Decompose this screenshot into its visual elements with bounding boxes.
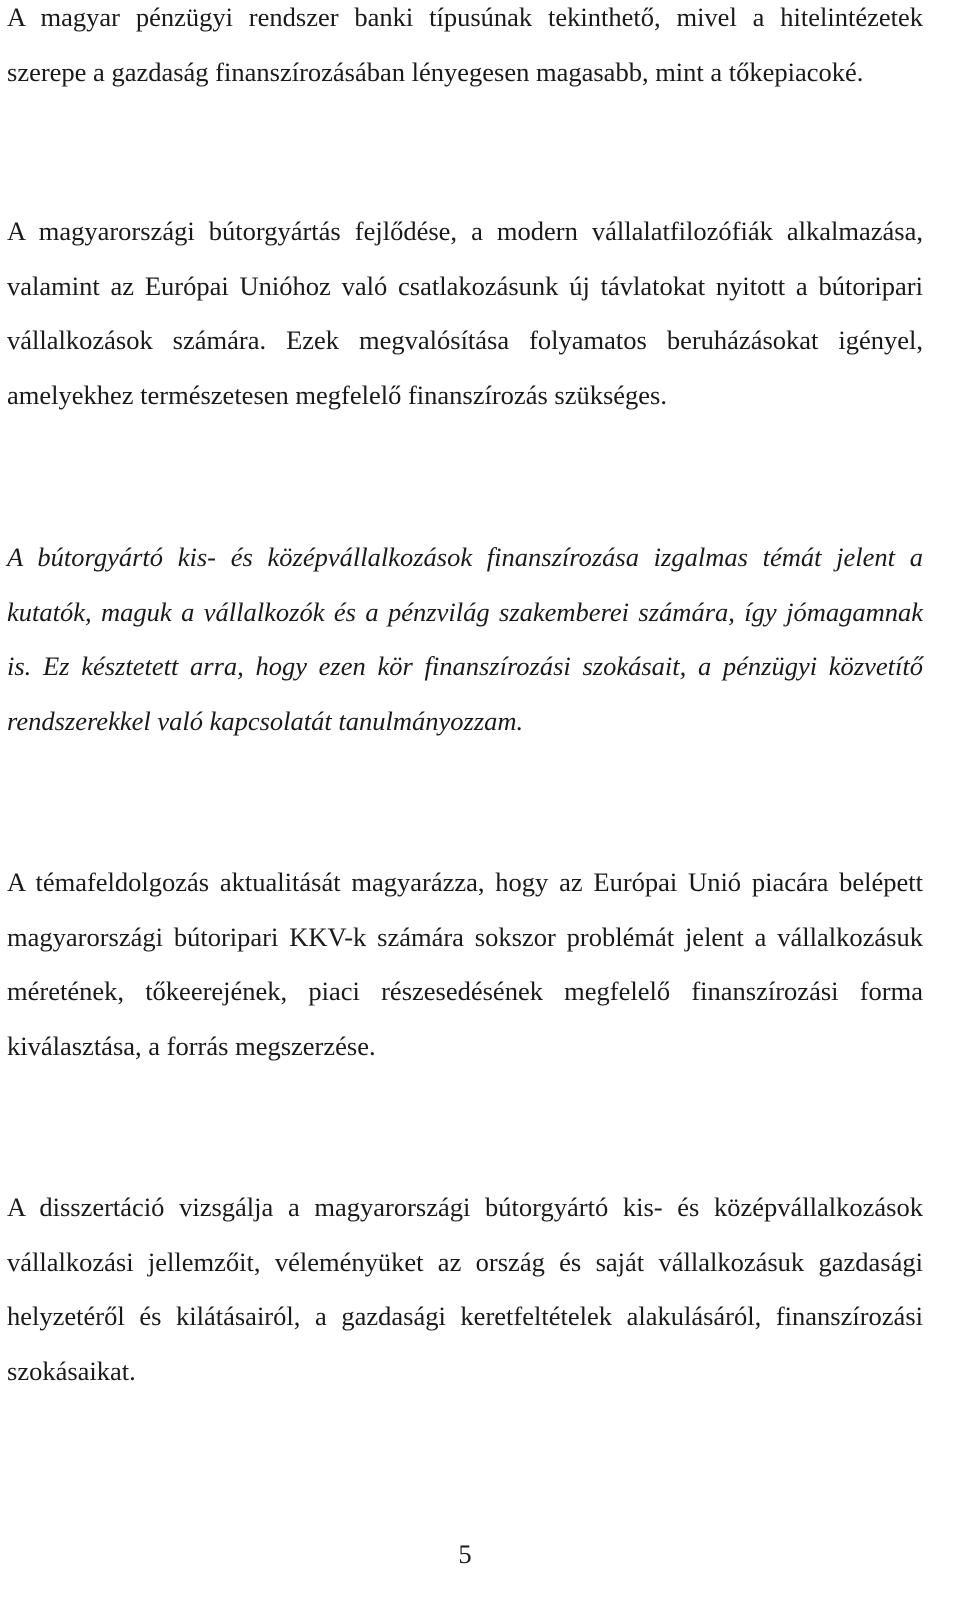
paragraph-topic-relevance: A témafeldolgozás aktualitását magyarázza, hogy az Európai Unió piacára belépett magyarországi bútoripari KKV-k számára sokszor problémát jelent a vállalkozásuk méretének, tőkeerejének, piaci részesedésének megfelelő finanszírozási forma kiválasztása, a forrás megszerzése.	[7, 867, 923, 1061]
paragraph-dissertation-scope: A disszertáció vizsgálja a magyarországi bútorgyártó kis- és középvállalkozások vállalkozási jellemzőit, véleményüket az ország és saját vállalkozásuk gazdasági helyzetéről és kilátásairól, a gazdasági keretfeltételek alakulásáról, finanszírozási szokásaikat.	[7, 1192, 923, 1386]
page-number: 5	[458, 1539, 472, 1569]
paragraph-research-motivation: A bútorgyártó kis- és középvállalkozások finanszírozása izgalmas témát jelent a kutatók, maguk a vállalkozók és a pénzvilág szakemberei számára, így jómagamnak is. Ez késztetett arra, hogy ezen kör finanszírozási szokásait, a pénzügyi közvetítő rendszerekkel való kapcsolatát tanulmányozzam.	[7, 542, 923, 736]
paragraph-banking-system: A magyar pénzügyi rendszer banki típusúnak tekinthető, mivel a hitelintézetek szerepe a gazdaság finanszírozásában lényegesen magasabb, mint a tőkepiacoké.	[7, 2, 923, 87]
paragraph-furniture-development: A magyarországi bútorgyártás fejlődése, a modern vállalatfilozófiák alkalmazása, valamint az Európai Unióhoz való csatlakozásunk új távlatokat nyitott a bútoripari vállalkozások számára. Ezek megvalósítása folyamatos beruházásokat igényel, amelyekhez természetesen megfelelő finanszírozás szükséges.	[7, 216, 923, 410]
